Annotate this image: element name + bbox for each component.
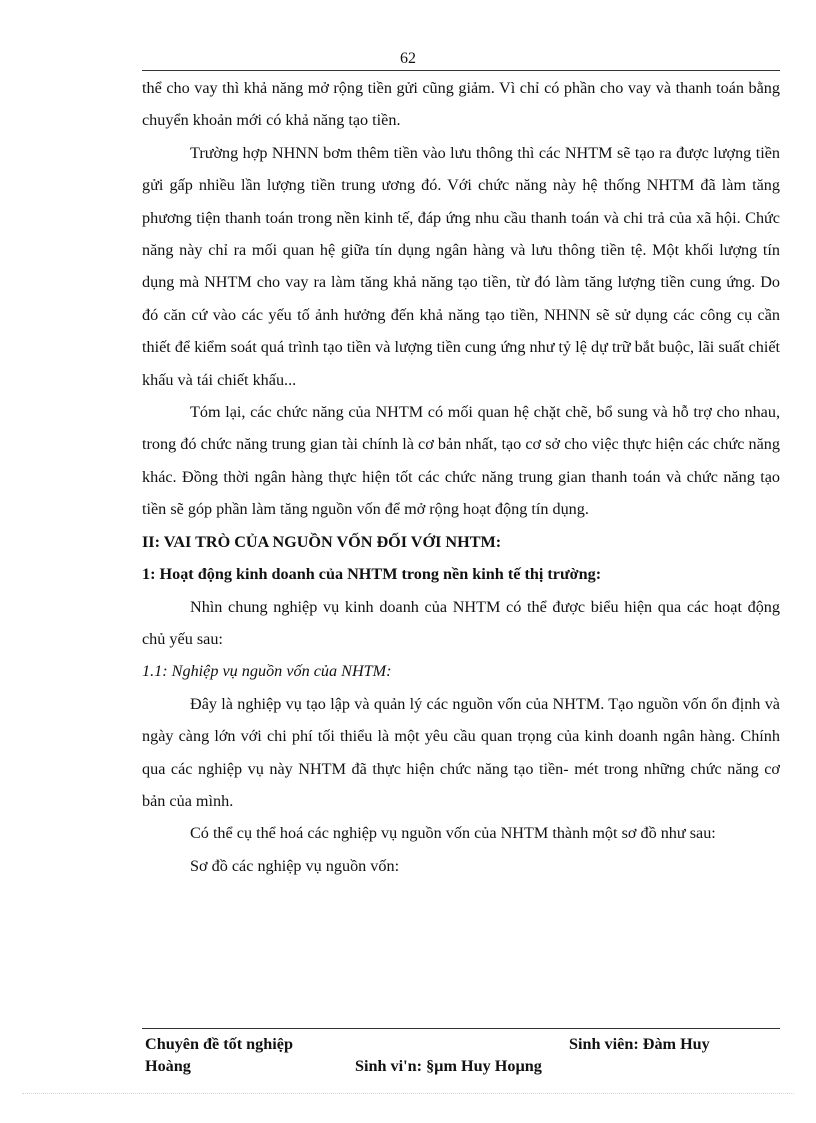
paragraph-diagram-caption: Sơ đồ các nghiệp vụ nguồn vốn: xyxy=(190,856,400,875)
paragraph-overview: Nhìn chung nghiệp vụ kinh doanh của NHTM có thể được biểu hiện qua các hoạt động chủ yếu sau: xyxy=(142,597,780,648)
paragraph-money-creation: Trường hợp NHNN bơm thêm tiền vào lưu thông thì các NHTM sẽ tạo ra được lượng tiền gửi gấp nhiều lần lượng tiền trung ương đó. Với chức năng này hệ thống NHTM đã làm tăng phương tiện thanh toán trong nền kinh tế, đáp ứng nhu cầu thanh toán và chi trả của xã hội. Chức năng này chỉ ra mối quan hệ giữa tín dụng ngân hàng và lưu thông tiền tệ. Một khối lượng tín dụng mà NHTM cho vay ra làm tăng khả năng tạo tiền, từ đó làm tăng lượng tiền cung ứng. Do đó căn cứ vào các yếu tố ảnh hưởng đến khả năng tạo tiền, NHNN sẽ sử dụng các công cụ cần thiết để kiểm soát quá trình tạo tiền và lượng tiền cung ứng như tỷ lệ dự trữ bắt buộc, lãi suất chiết khấu và tái chiết khấu... xyxy=(142,143,780,389)
page-footer xyxy=(145,1033,775,1077)
footer-thesis-label: Chuyên đề tốt nghiệp xyxy=(145,1035,293,1053)
paragraph-continuation: thể cho vay thì khả năng mở rộng tiền gửi cũng giảm. Vì chỉ có phần cho vay và thanh toán bằng chuyển khoản mới có khả năng tạo tiền. xyxy=(142,79,780,130)
page-edge-dots xyxy=(22,1093,794,1094)
italic-subheading: 1.1: Nghiệp vụ nguồn vốn của NHTM: xyxy=(142,662,392,681)
footer-garbled-student-label: Sinh vi'n: §µm Huy Hoµng xyxy=(355,1057,542,1075)
paragraph-diagram-intro: Có thể cụ thể hoá các nghiệp vụ nguồn vốn của NHTM thành một sơ đồ như sau: xyxy=(190,824,716,843)
footer-student-name-continued: Hoàng xyxy=(145,1057,191,1075)
paragraph-capital-operations: Đây là nghiệp vụ tạo lập và quản lý các nguồn vốn của NHTM. Tạo nguồn vốn ổn định và ngày càng lớn với chi phí tối thiểu là một yêu cầu quan trọng của kinh doanh ngân hàng. Chính qua các nghiệp vụ này NHTM đã thực hiện chức năng tạo tiền- mét trong những chức năng cơ bản của mình. xyxy=(142,694,780,810)
subsection-heading: 1: Hoạt động kinh doanh của NHTM trong nền kinh tế thị trường: xyxy=(142,565,602,584)
footer-rule xyxy=(142,1028,780,1029)
header-rule xyxy=(142,70,780,71)
section-heading: II: VAI TRÒ CỦA NGUỒN VỐN ĐỐI VỚI NHTM: xyxy=(142,532,502,551)
page-body xyxy=(142,72,780,882)
footer-student-label: Sinh viên: Đàm Huy xyxy=(569,1035,710,1053)
page-number: 62 xyxy=(400,50,416,67)
paragraph-summary: Tóm lại, các chức năng của NHTM có mối quan hệ chặt chẽ, bổ sung và hỗ trợ cho nhau, trong đó chức năng trung gian tài chính là cơ bản nhất, tạo cơ sở cho việc thực hiện các chức năng khác. Đồng thời ngân hàng thực hiện tốt các chức năng trung gian thanh toán và chức năng tạo tiền sẽ góp phần làm tăng nguồn vốn để mở rộng hoạt động tín dụng. xyxy=(142,403,780,519)
